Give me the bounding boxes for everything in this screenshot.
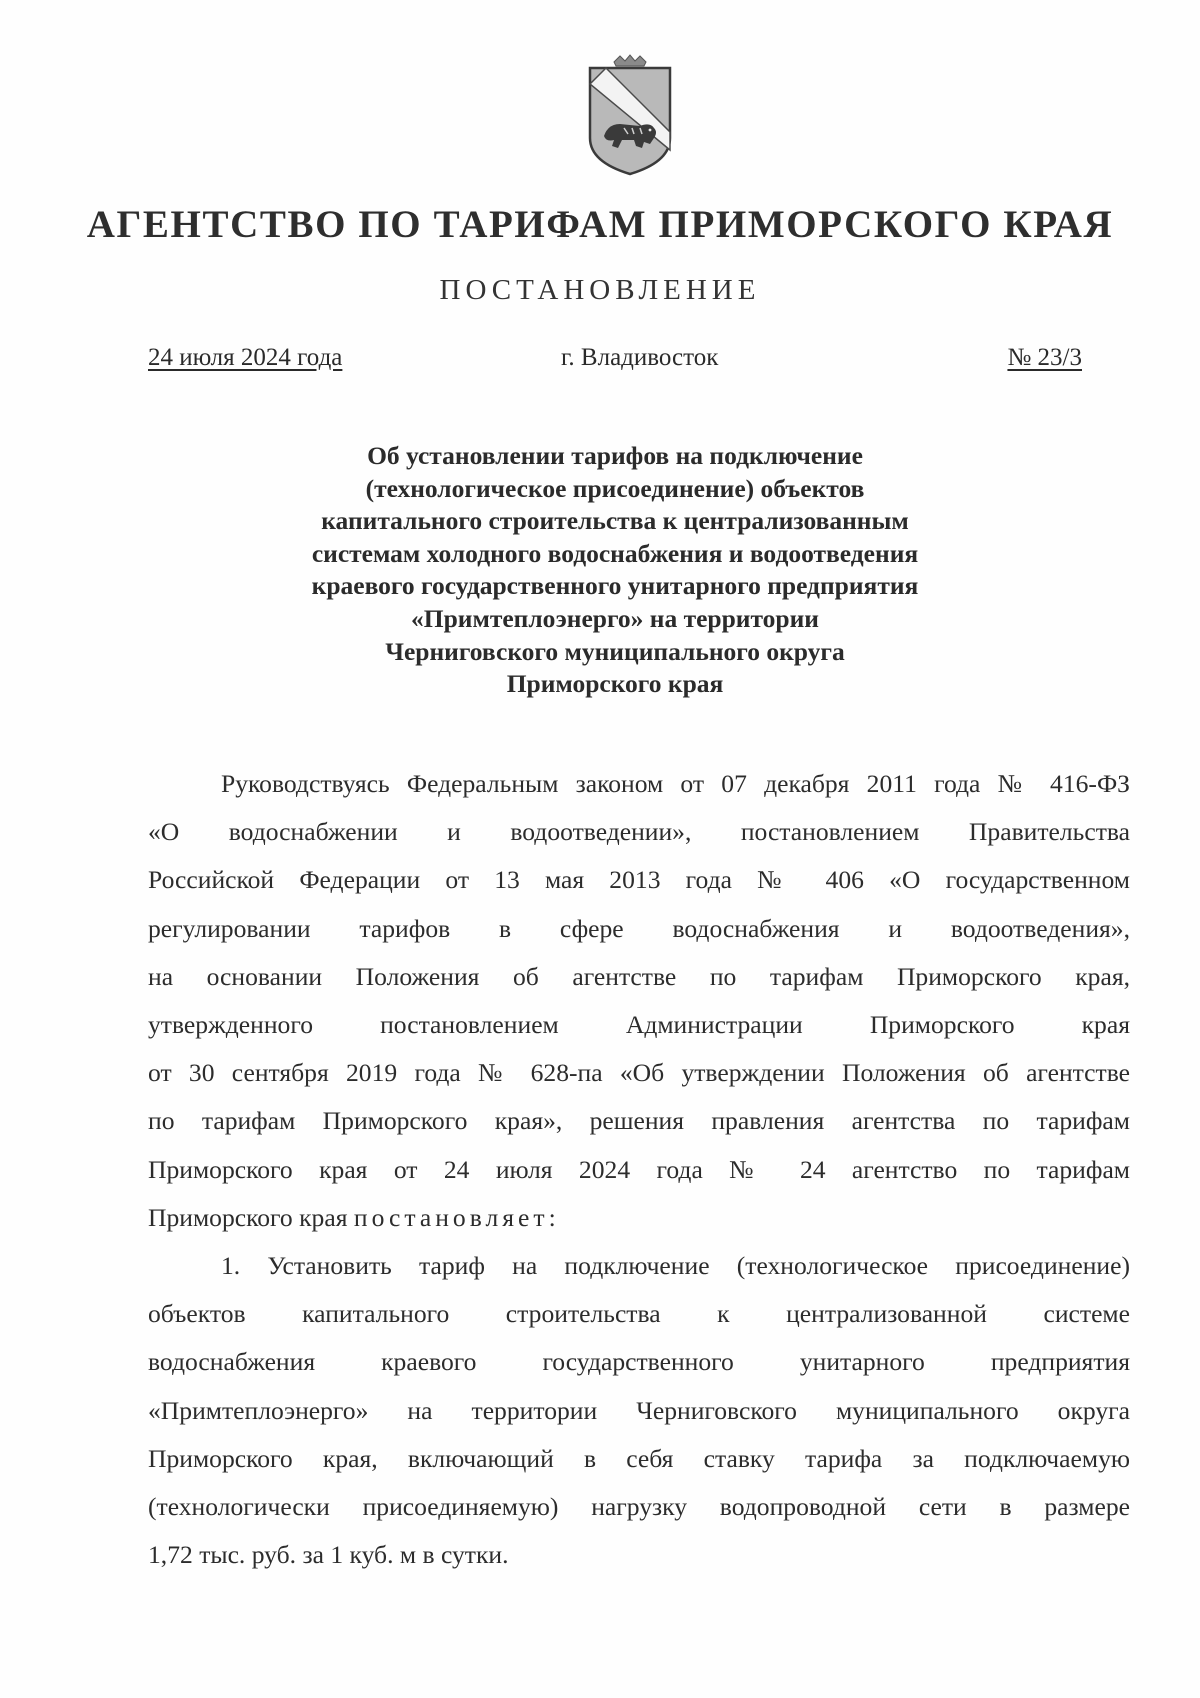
paragraph-line-resolution [148,1194,1130,1242]
paragraph-line: регулировании тарифов в сфере водоснабжения и водоотведения», [148,913,1130,943]
paragraph-line: Приморского края от 24 июля 2024 года № 24 агентство по тарифам [148,1154,1130,1184]
document-type: ПОСТАНОВЛЕНИЕ [439,274,761,306]
paragraph-line: по тарифам Приморского края», решения правления агентства по тарифам [148,1106,1130,1136]
paragraph-line: от 30 сентября 2019 года № 628-па «Об утверждении Положения об агентстве [148,1058,1130,1088]
document-title [150,440,1080,701]
paragraph-line: на основании Положения об агентстве по тарифам Приморского края, [148,961,1130,991]
title-line: «Примтеплоэнерго» на территории [411,603,819,633]
paragraph-line: 1,72 тыс. руб. за 1 куб. м в сутки. [148,1540,509,1570]
paragraph-line: Руководствуясь Федеральным законом от 07 декабря 2011 года № 416-ФЗ [221,769,1130,798]
document-number: № 23/3 [1007,344,1082,371]
paragraph-line: утвержденного постановлением Администрации Приморского края [148,1010,1130,1040]
primorsky-krai-coat-of-arms-icon [584,54,676,176]
agency-name: АГЕНТСТВО ПО ТАРИФАМ ПРИМОРСКОГО КРАЯ [86,203,1114,246]
paragraph-line: Российской Федерации от 13 мая 2013 года № 406 «О государственном [148,865,1130,895]
title-line: краевого государственного унитарного предприятия [311,571,919,601]
paragraph-line: 1. Установить тариф на подключение (технологическое присоединение) [221,1251,1130,1281]
title-line: (технологическое присоединение) объектов [365,473,865,503]
title-line: Приморского края [506,669,724,699]
paragraph-line: водоснабжения краевого государственного унитарного предприятия [148,1347,1130,1377]
paragraph-line: Приморского края, включающий в себя ставку тарифа за подключаемую [148,1443,1130,1473]
paragraph-line: «Примтеплоэнерго» на территории Черниговского муниципального округа [148,1395,1130,1425]
document-body [148,760,1130,1579]
title-line: Черниговского муниципального округа [385,636,845,666]
paragraph-line: «О водоснабжении и водоотведении», постановлением Правительства [148,817,1130,847]
resolves-word: постановляет: [353,1202,560,1232]
paragraph-line: объектов капитального строительства к централизованной системе [148,1299,1130,1329]
document-date: 24 июля 2024 года [148,344,343,371]
title-line: Об установлении тарифов на подключение [367,441,863,470]
document-city: г. Владивосток [561,344,719,371]
paragraph-line: (технологически присоединяемую) нагрузку водопроводной сети в размере [148,1492,1130,1522]
title-line: системам холодного водоснабжения и водоотведения [311,538,919,568]
resolution-lead: Приморского края [148,1202,348,1232]
title-line: капитального строительства к централизованным [321,506,909,536]
